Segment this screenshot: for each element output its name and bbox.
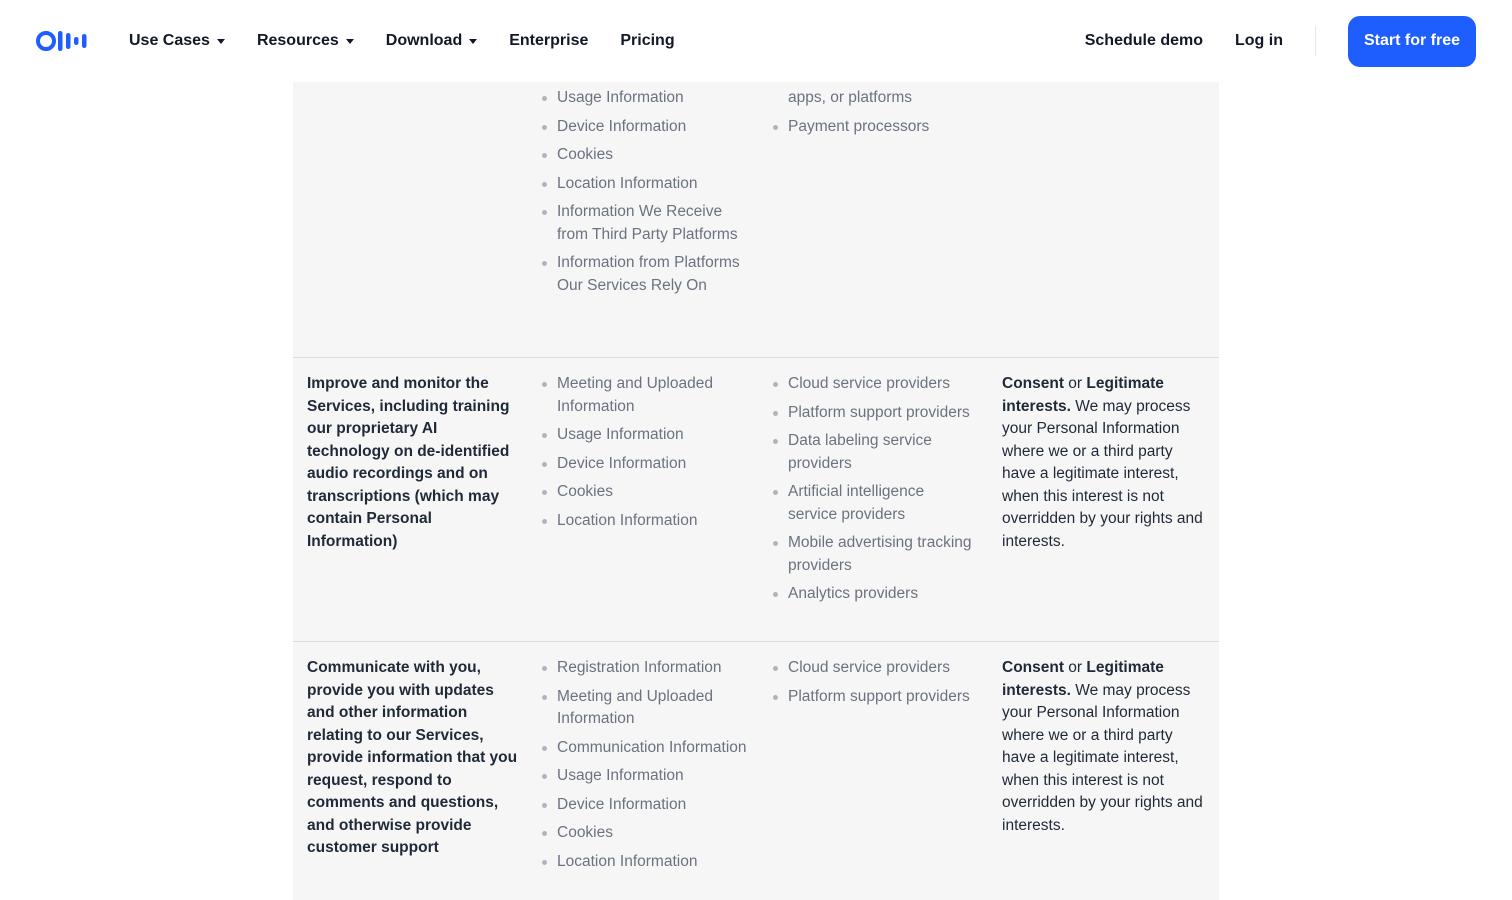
list-item: Mobile advertising tracking providers (773, 532, 973, 577)
list-item: Artificial intelligence service providers (773, 481, 973, 526)
list-item: Usage Information (542, 424, 752, 447)
nav-item-label: Enterprise (509, 32, 589, 49)
chevron-down-icon (346, 39, 354, 44)
info-list (542, 87, 752, 303)
list-item: Meeting and Uploaded Information (542, 373, 752, 418)
header-divider (1315, 26, 1316, 56)
list-item: Cloud service providers (773, 373, 973, 396)
nav-item-use-cases[interactable] (129, 32, 225, 50)
basis-text: We may process your Personal Information where we or a third party have a legitimate interest, when this interest is not overridden by your rights and interests. (1002, 397, 1203, 550)
main-nav (129, 0, 707, 82)
header-actions (1085, 0, 1476, 82)
list-item: Usage Information (542, 765, 752, 788)
list-item: Device Information (542, 453, 752, 476)
legal-basis-cell (1002, 373, 1207, 553)
purpose-cell: Communicate with you, provide you with updates and other information relating to our Services, provide information that you request, respond to comments and questions, and otherwise provide customer support (307, 659, 518, 856)
nav-item-label: Use Cases (129, 32, 210, 49)
list-item: Location Information (542, 510, 752, 533)
purpose-cell: Improve and monitor the Services, including training our proprietary AI technology on de-identified audio recordings and on transcriptions (which may contain Personal Information) (307, 375, 510, 550)
list-item: Usage Information (542, 87, 752, 110)
chevron-down-icon (217, 39, 225, 44)
recipient-list (773, 373, 973, 612)
list-item: apps, or platforms (788, 89, 913, 106)
table-row (293, 357, 1219, 642)
list-item: Payment processors (773, 116, 973, 139)
recipient-list (773, 657, 973, 714)
list-item: Analytics providers (773, 583, 973, 606)
nav-item-resources[interactable] (257, 32, 354, 50)
basis-legitimate: Legitimate interests. (1002, 659, 1164, 699)
recipient-list (773, 87, 973, 144)
list-item: Device Information (542, 116, 752, 139)
nav-item-download[interactable] (386, 32, 477, 50)
nav-item-pricing[interactable] (620, 32, 674, 50)
list-item: Device Information (542, 794, 752, 817)
list-item: Communication Information (542, 737, 752, 760)
table-row (293, 641, 1219, 900)
log-in-link[interactable]: Log in (1234, 32, 1283, 49)
start-for-free-button[interactable]: Start for free (1348, 16, 1476, 67)
legal-basis-cell (1002, 657, 1207, 837)
schedule-demo-link[interactable]: Schedule demo (1084, 32, 1203, 49)
nav-item-enterprise[interactable] (509, 32, 588, 50)
info-list (542, 657, 752, 879)
basis-or: or (1064, 375, 1087, 392)
chevron-down-icon (469, 39, 477, 44)
list-item: Cloud service providers (773, 657, 973, 680)
list-item: Cookies (542, 144, 752, 167)
info-list (542, 373, 752, 538)
list-item: Cookies (542, 481, 752, 504)
basis-text: We may process your Personal Information where we or a third party have a legitimate interest, when this interest is not overridden by your rights and interests. (1002, 681, 1203, 834)
list-item: Platform support providers (773, 686, 973, 709)
nav-item-label: Download (385, 32, 463, 49)
site-header (0, 0, 1512, 82)
basis-or: or (1064, 659, 1087, 676)
list-item: Registration Information (542, 657, 752, 680)
basis-consent: Consent (1002, 375, 1064, 392)
list-item: Data labeling service providers (773, 430, 973, 475)
privacy-table (293, 0, 1219, 900)
basis-legitimate: Legitimate interests. (1002, 375, 1164, 415)
list-item: Information We Receive from Third Party Platforms (542, 201, 752, 246)
list-item: Information from Platforms Our Services Rely On (542, 252, 752, 297)
list-item: Meeting and Uploaded Information (542, 686, 752, 731)
basis-consent: Consent (1002, 659, 1064, 676)
list-item: Location Information (542, 851, 752, 874)
nav-item-label: Pricing (620, 32, 675, 49)
otter-logo-icon[interactable] (36, 29, 94, 53)
recipient-items (773, 116, 973, 139)
nav-item-label: Resources (256, 32, 339, 49)
list-item: Location Information (542, 173, 752, 196)
list-item: Platform support providers (773, 402, 973, 425)
list-item: Cookies (542, 822, 752, 845)
